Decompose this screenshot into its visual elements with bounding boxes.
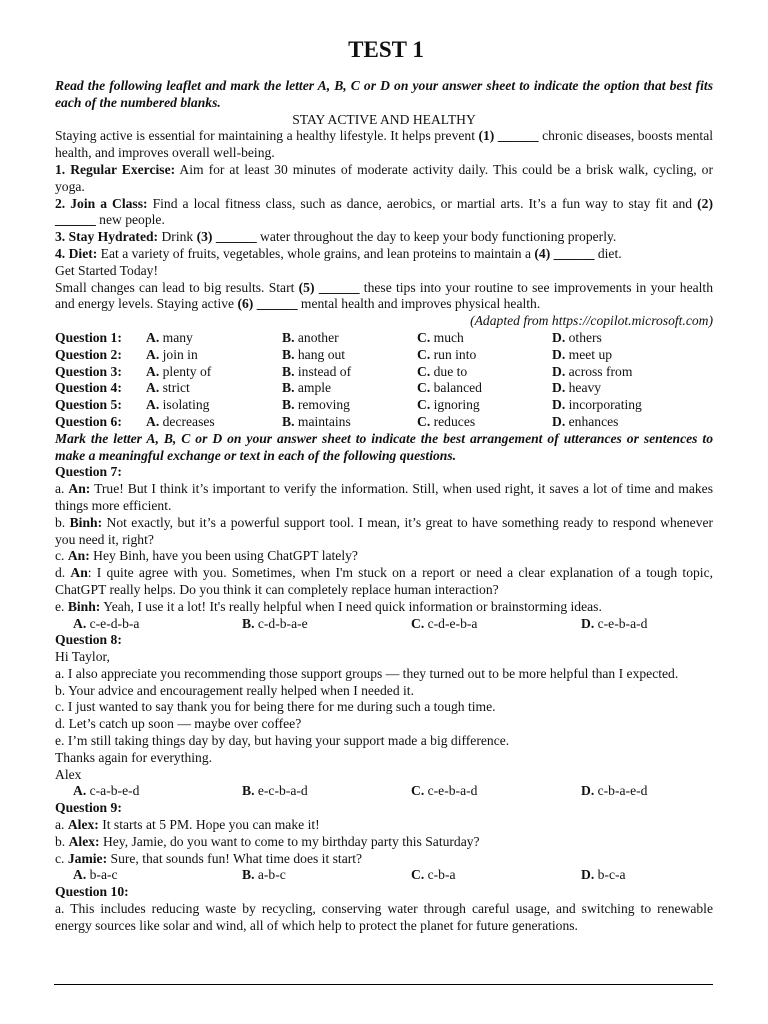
option-text: balanced: [433, 380, 482, 396]
option-text: plenty of: [162, 363, 212, 379]
option-b[interactable]: [282, 414, 417, 431]
option-letter: C.: [417, 346, 431, 362]
q9-line-a: [55, 817, 713, 834]
option-letter: B.: [282, 346, 295, 362]
line-text: Yeah, I use it a lot! It's really helpful when I need quick information or brainstorming ideas.: [100, 598, 602, 614]
speaker: Binh:: [69, 514, 103, 530]
line-prefix: e.: [55, 598, 68, 614]
option-d[interactable]: [552, 414, 713, 431]
speaker: An:: [67, 548, 90, 564]
line-text: Hey, Jamie, do you want to come to my birthday party this Saturday?: [99, 833, 480, 849]
line-prefix: a.: [55, 817, 68, 833]
option-text: c-d-b-a-e: [257, 615, 308, 631]
option-letter: A.: [146, 397, 160, 413]
option-d[interactable]: [581, 867, 713, 884]
option-text: meet up: [568, 346, 613, 362]
option-a[interactable]: [73, 616, 242, 633]
line-prefix: b.: [55, 514, 70, 530]
question-7-label: Question 7:: [55, 464, 122, 480]
line-text: Hey Binh, have you been using ChatGPT lately?: [89, 548, 358, 564]
line-prefix: b.: [55, 833, 69, 849]
option-d[interactable]: [581, 783, 713, 800]
option-c[interactable]: [417, 397, 552, 414]
option-b[interactable]: [242, 867, 411, 884]
option-d[interactable]: [552, 380, 713, 397]
option-letter: B.: [242, 783, 255, 799]
leaflet-title: STAY ACTIVE AND HEALTHY: [292, 111, 476, 127]
option-b[interactable]: [282, 380, 417, 397]
q9-options: [55, 867, 713, 884]
option-letter: B.: [282, 363, 295, 379]
option-letter: A.: [73, 615, 87, 631]
q8-line-a: a. I also appreciate you recommending those support groups — they turned out to be more helpful than I expected.: [55, 665, 679, 681]
option-letter: B.: [282, 329, 295, 345]
line-text: Not exactly, but it’s a powerful support tool. I mean, it’s great to have something ready to respond whenever you need it, right?: [55, 514, 714, 547]
option-letter: B.: [282, 413, 295, 429]
option-letter: C.: [417, 380, 431, 396]
option-letter: B.: [242, 615, 255, 631]
option-a[interactable]: [73, 867, 242, 884]
blank-4: (4) ______: [534, 245, 595, 261]
option-letter: D.: [552, 346, 566, 362]
option-text: c-b-a-e-d: [597, 783, 648, 799]
option-letter: B.: [242, 867, 255, 883]
option-letter: C.: [411, 783, 425, 799]
leaflet-tip-2: [55, 196, 713, 230]
option-c[interactable]: [411, 783, 581, 800]
q8-signature: Alex: [55, 766, 82, 782]
option-text: enhances: [568, 413, 619, 429]
option-text: decreases: [162, 413, 215, 429]
option-letter: D.: [552, 397, 566, 413]
tip-text: Aim for at least 30 minutes of moderate activity daily. This could be a brisk walk, cycling, or yoga.: [55, 161, 713, 194]
q9-line-c: [55, 851, 713, 868]
option-text: across from: [568, 363, 633, 379]
question-label: Question 5:: [55, 397, 122, 413]
option-d[interactable]: [552, 364, 713, 381]
option-letter: A.: [146, 380, 160, 396]
q8-line-c: c. I just wanted to say thank you for being there for me during such a tough time.: [55, 699, 496, 715]
question-table-q4: [55, 380, 713, 397]
leaflet-tip-1: [55, 162, 713, 196]
speaker: Binh:: [67, 598, 101, 614]
source-citation: (Adapted from https://copilot.microsoft.com): [470, 313, 713, 329]
text: Small changes can lead to big results. Start: [55, 279, 299, 295]
option-text: strict: [162, 380, 190, 396]
q7-line-e: [55, 599, 713, 616]
option-text: removing: [297, 397, 350, 413]
question-table-q5: [55, 397, 713, 414]
option-c[interactable]: [417, 330, 552, 347]
speaker: Jamie:: [67, 850, 108, 866]
question-label: Question 6:: [55, 413, 122, 429]
text: chronic diseases, boosts mental health, and improves overall well-being.: [55, 128, 713, 161]
option-text: heavy: [568, 380, 602, 396]
option-text: c-e-d-b-a: [89, 615, 140, 631]
question-label: Question 2:: [55, 346, 122, 362]
tip-label: 1. Regular Exercise:: [55, 161, 176, 177]
option-text: reduces: [433, 413, 476, 429]
option-letter: D.: [552, 413, 566, 429]
option-letter: D.: [552, 363, 566, 379]
option-d[interactable]: [552, 347, 713, 364]
text: mental health and improves physical health.: [297, 296, 541, 312]
option-letter: D.: [552, 380, 566, 396]
q7-options: [55, 616, 713, 633]
option-text: ignoring: [433, 397, 480, 413]
option-letter: D.: [581, 615, 595, 631]
option-d[interactable]: [581, 616, 713, 633]
leaflet-tip-4: [55, 246, 713, 263]
line-text: Sure, that sounds fun! What time does it start?: [107, 850, 363, 866]
line-prefix: d.: [55, 565, 71, 581]
leaflet-tip-3: [55, 229, 713, 246]
option-text: others: [568, 329, 602, 345]
option-d[interactable]: [552, 397, 713, 414]
option-c[interactable]: [417, 380, 552, 397]
option-b[interactable]: [282, 347, 417, 364]
option-b[interactable]: [282, 397, 417, 414]
option-b[interactable]: [282, 364, 417, 381]
option-c[interactable]: [417, 364, 552, 381]
blank-6: (6) ______: [237, 296, 298, 312]
option-text: c-a-b-e-d: [89, 783, 140, 799]
option-text: b-a-c: [89, 867, 118, 883]
q8-greeting: Hi Taylor,: [55, 649, 110, 665]
option-d[interactable]: [552, 330, 713, 347]
question-label: Question 3:: [55, 363, 122, 379]
q10-line-a: a. This includes reducing waste by recycling, conserving water through careful usage, and switching to renewable energy sources like solar and wind, all of which help to protect the planet for future generations.: [55, 901, 713, 933]
get-started-heading: Get Started Today!: [55, 262, 158, 278]
q9-line-b: [55, 834, 713, 851]
option-letter: C.: [417, 363, 431, 379]
footer-divider: [54, 984, 713, 985]
q8-closing: Thanks again for everything.: [55, 749, 213, 765]
option-letter: D.: [581, 783, 595, 799]
blank-2: (2) ______: [55, 195, 714, 228]
tip-label: 3. Stay Hydrated:: [55, 229, 159, 245]
q7-line-b: [55, 515, 713, 549]
page-title: TEST 1: [348, 37, 424, 62]
option-a[interactable]: [146, 380, 282, 397]
text: Staying active is essential for maintaining a healthy lifestyle. It helps prevent: [55, 128, 479, 144]
option-a[interactable]: [146, 397, 282, 414]
tip-text: new people.: [95, 212, 165, 228]
question-10-label: Question 10:: [55, 884, 129, 900]
blank-3: (3) ______: [196, 229, 257, 245]
option-letter: D.: [552, 329, 566, 345]
option-c[interactable]: [417, 347, 552, 364]
option-text: instead of: [297, 363, 352, 379]
line-text: It starts at 5 PM. Hope you can make it!: [98, 817, 320, 833]
question-label: Question 1:: [55, 329, 122, 345]
section1-instruction: Read the following leaflet and mark the letter A, B, C or D on your answer sheet to indicate the option that best fits each of the numbered blanks.: [55, 78, 713, 110]
option-text: hang out: [297, 346, 346, 362]
leaflet-closing: [55, 280, 713, 314]
option-letter: C.: [417, 397, 431, 413]
option-c[interactable]: [411, 867, 581, 884]
tip-text: Drink: [158, 229, 197, 245]
option-letter: A.: [73, 867, 87, 883]
option-letter: C.: [411, 867, 425, 883]
option-letter: A.: [146, 363, 160, 379]
leaflet-intro: [55, 128, 713, 162]
line-text: : I quite agree with you. Sometimes, when I'm stuck on a report or need a clear explanation of a tough topic, ChatGPT really helps. Do you think it can completely replace human interaction?: [55, 565, 713, 597]
option-a[interactable]: [146, 364, 282, 381]
option-b[interactable]: [282, 330, 417, 347]
question-9-label: Question 9:: [55, 800, 122, 816]
option-text: c-d-e-b-a: [427, 615, 478, 631]
speaker: An:: [68, 481, 91, 497]
option-letter: A.: [146, 346, 160, 362]
option-letter: D.: [581, 867, 595, 883]
speaker: Alex:: [67, 817, 99, 833]
option-text: incorporating: [568, 397, 642, 413]
option-a[interactable]: [146, 414, 282, 431]
question-table-q1: [55, 330, 713, 347]
blank-1: (1) ______: [478, 128, 539, 144]
option-text: much: [433, 329, 464, 345]
question-table-q6: [55, 414, 713, 431]
question-table-q3: [55, 364, 713, 381]
option-text: c-e-b-a-d: [427, 783, 478, 799]
text: these tips into your routine to see improvements in your health and energy levels. Staying active: [55, 279, 714, 312]
option-a[interactable]: [146, 330, 282, 347]
option-text: due to: [433, 363, 468, 379]
option-a[interactable]: [146, 347, 282, 364]
option-text: maintains: [297, 413, 351, 429]
tip-label: 4. Diet:: [55, 245, 98, 261]
option-b[interactable]: [242, 783, 411, 800]
speaker: Alex:: [68, 833, 100, 849]
q8-line-e: e. I’m still taking things day by day, but having your support made a big difference.: [55, 733, 510, 749]
line-text: True! But I think it’s important to verify the information. Still, when used right, it saves a lot of time and makes things more efficient.: [55, 481, 713, 513]
question-label: Question 4:: [55, 380, 122, 396]
q7-line-d: [55, 565, 713, 599]
option-letter: C.: [417, 329, 431, 345]
option-letter: C.: [411, 615, 425, 631]
tip-text: water throughout the day to keep your body functioning properly.: [256, 229, 617, 245]
option-text: e-c-b-a-d: [257, 783, 308, 799]
line-prefix: a.: [55, 481, 69, 497]
option-letter: A.: [146, 413, 160, 429]
option-text: c-e-b-a-d: [597, 615, 648, 631]
option-c[interactable]: [411, 616, 581, 633]
option-b[interactable]: [242, 616, 411, 633]
option-text: another: [297, 329, 339, 345]
option-letter: B.: [282, 397, 295, 413]
q8-line-d: d. Let’s catch up soon — maybe over coffee?: [55, 716, 302, 732]
q7-line-a: [55, 481, 713, 515]
option-letter: A.: [146, 329, 160, 345]
option-text: b-c-a: [597, 867, 626, 883]
option-text: c-b-a: [427, 867, 456, 883]
option-letter: A.: [73, 783, 87, 799]
option-letter: C.: [417, 413, 431, 429]
document-page: [55, 0, 713, 935]
q7-line-c: [55, 548, 713, 565]
option-text: isolating: [162, 397, 210, 413]
tip-text: Find a local fitness class, such as dance, aerobics, or martial arts. It’s a fun way to stay fit and: [147, 195, 698, 211]
question-8-label: Question 8:: [55, 632, 122, 648]
line-prefix: c.: [55, 548, 68, 564]
question-table-q2: [55, 347, 713, 364]
section2-instruction: Mark the letter A, B, C or D on your answer sheet to indicate the best arrangement of utterances or sentences to make a meaningful exchange or text in each of the following questions.: [55, 430, 713, 463]
line-prefix: c.: [55, 850, 68, 866]
option-text: run into: [433, 346, 477, 362]
option-text: ample: [297, 380, 332, 396]
option-letter: B.: [282, 380, 295, 396]
option-c[interactable]: [417, 414, 552, 431]
option-text: join in: [162, 346, 198, 362]
option-text: a-b-c: [257, 867, 286, 883]
tip-label: 2. Join a Class:: [55, 195, 148, 211]
tip-text: Eat a variety of fruits, vegetables, whole grains, and lean proteins to maintain a: [97, 245, 535, 261]
tip-text: diet.: [594, 245, 622, 261]
option-text: many: [162, 329, 193, 345]
speaker: An: [70, 565, 88, 581]
blank-5: (5) ______: [298, 279, 360, 295]
option-a[interactable]: [73, 783, 242, 800]
q8-options: [55, 783, 713, 800]
q8-line-b: b. Your advice and encouragement really helped when I needed it.: [55, 682, 414, 698]
